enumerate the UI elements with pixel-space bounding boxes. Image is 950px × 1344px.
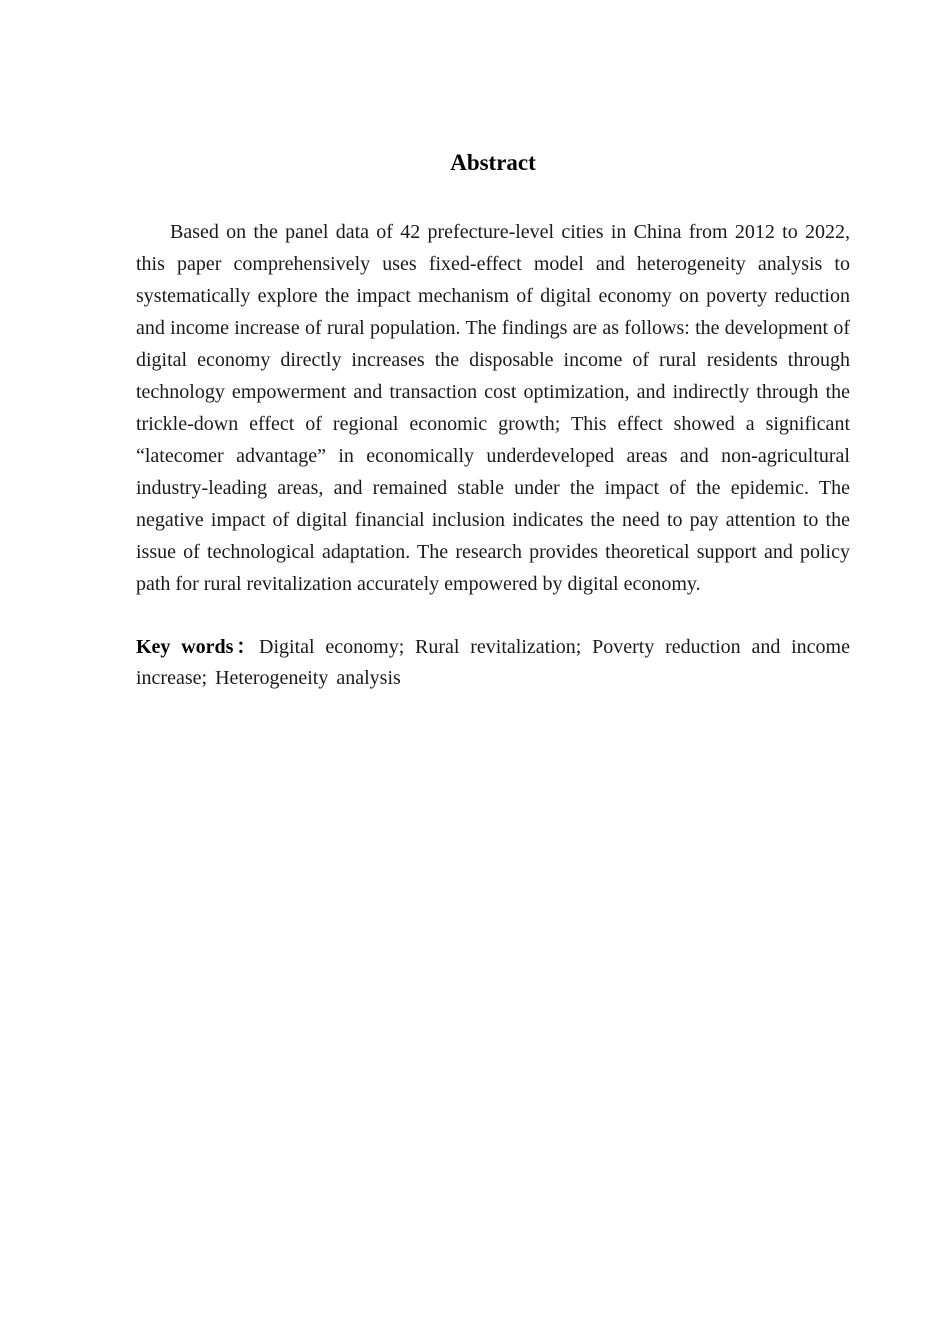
keywords-line bbox=[136, 632, 850, 694]
page-title: Abstract bbox=[450, 150, 536, 175]
abstract-body: Based on the panel data of 42 prefecture-level cities in China from 2012 to 2022, this paper comprehensively uses fixed-effect model and heterogeneity analysis to systematically explore the impact mechanism of digital economy on poverty reduction and income increase of rural population. The findings are as follows: the development of digital economy directly increases the disposable income of rural residents through technology empowerment and transaction cost optimization, and indirectly through the trickle-down effect of regional economic growth; This effect showed a significant “latecomer advantage” in economically underdeveloped areas and non-agricultural industry-leading areas, and remained stable under the impact of the epidemic. The negative impact of digital financial inclusion indicates the need to pay attention to the issue of technological adaptation. The research provides theoretical support and policy path for rural revitalization accurately empowered by digital economy. bbox=[136, 221, 850, 595]
keywords-label: Key words： bbox=[136, 636, 260, 658]
abstract-page bbox=[136, 146, 850, 694]
keywords-text: Digital economy; Rural revitalization; Poverty reduction and income increase; Heterogeneity analysis bbox=[136, 636, 850, 689]
